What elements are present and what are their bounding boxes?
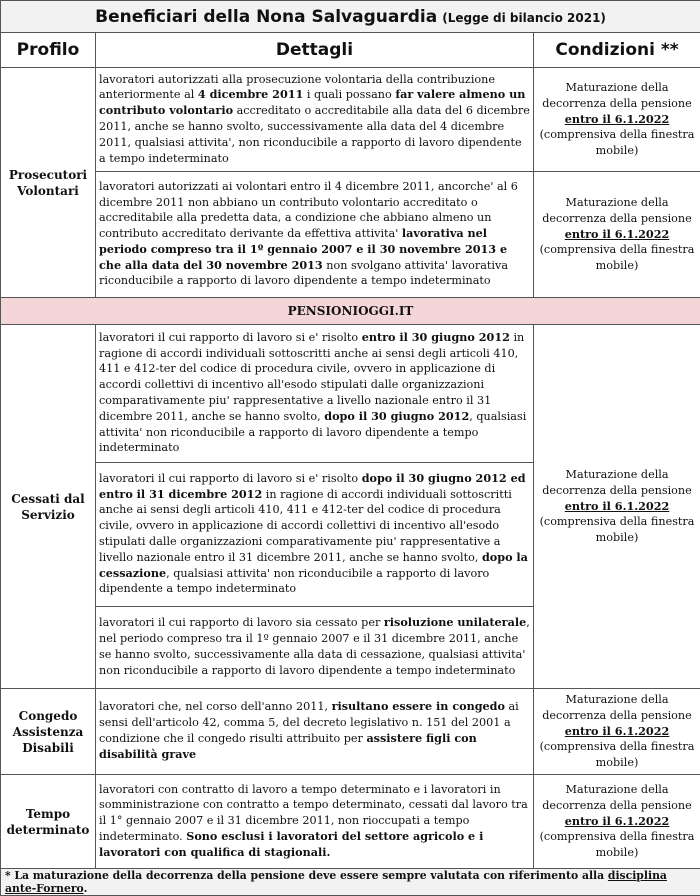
details-cessati-3: lavoratori il cui rapporto di lavoro sia cessato per risoluzione unilaterale, nel periodo compreso tra il 1º gennaio 2007 e il 31 dicembre 2011, anche se hanno svolto, successivamente alla data di cessazione, qualsiasi attivita' non riconducibile a rapporto di lavoro dipendente a tempo indeterminato (96, 607, 534, 689)
header-condizioni: Condizioni ** (534, 33, 700, 68)
profile-tempo: Tempo determinato (1, 775, 96, 869)
details-tempo: lavoratori con contratto di lavoro a tempo determinato e i lavoratori in somministrazione con contratto a tempo determinato, cessati dal lavoro tra il 1° gennaio 2007 e il 31 dicembre 2011, non rioccupati a tempo indeterminato. Sono esclusi i lavoratori del settore agricolo e i lavoratori con qualifica di stagionali. (96, 775, 534, 869)
footnote-link[interactable]: disciplina ante-Fornero (5, 869, 667, 895)
footnote: * La maturazione della decorrenza della pensione deve essere sempre valutata con riferimento alla disciplina ante-Fornero. (1, 869, 700, 896)
table-title (1, 1, 700, 33)
table-row (1, 775, 700, 869)
title-row (1, 1, 700, 33)
condition-cell: Maturazione della decorrenza della pensione entro il 6.1.2022 (comprensiva della finestra mobile) (534, 689, 700, 775)
details-prosecutori-2: lavoratori autorizzati ai volontari entro il 4 dicembre 2011, ancorche' al 6 dicembre 2011 non abbiano un contributo volontario accreditato o accreditabile alla predetta data, a condizione che abbiano almeno un contributo accreditato derivante da effettiva attivita' lavorativa nel periodo compreso tra il 1º gennaio 2007 e il 30 novembre 2013 e che alla data del 30 novembre 2013 non svolgano attivita' lavorativa riconducibile a rapporto di lavoro dipendente a tempo indeterminato (96, 172, 534, 298)
details-cessati-1: lavoratori il cui rapporto di lavoro si e' risolto entro il 30 giugno 2012 in ragione di accordi individuali sottoscritti anche ai sensi degli articoli 410, 411 e 412-ter del codice di procedura civile, ovvero in applicazione di accordi collettivi di incentivo all'esodo stipulati dalle organizzazioni comparativamente piu' rappresentative a livello nazionale entro il 31 dicembre 2011, anche se hanno svolto, dopo il 30 giugno 2012, qualsiasi attivita' non riconducibile a rapporto di lavoro dipendente a tempo indeterminato (96, 325, 534, 463)
details-prosecutori-1: lavoratori autorizzati alla prosecuzione volontaria della contribuzione anteriormente al 4 dicembre 2011 i quali possano far valere almeno un contributo volontario accreditato o accreditabile alla data del 6 dicembre 2011, anche se hanno svolto, successivamente alla data del 4 dicembre 2011, qualsiasi attivita', non riconducibile a rapporto di lavoro dipendente a tempo indeterminato (96, 68, 534, 172)
condition-cell: Maturazione della decorrenza della pensione entro il 6.1.2022 (comprensiva della finestra mobile) (534, 68, 700, 172)
header-row (1, 33, 700, 68)
profile-congedo: Congedo Assistenza Disabili (1, 689, 96, 775)
title-main: Beneficiari della Nona Salvaguardia (95, 7, 437, 27)
condition-cell: Maturazione della decorrenza della pensione entro il 6.1.2022 (comprensiva della finestra mobile) (534, 172, 700, 298)
details-congedo: lavoratori che, nel corso dell'anno 2011, risultano essere in congedo ai sensi dell'articolo 42, comma 5, del decreto legislativo n. 151 del 2001 a condizione che il congedo risulti attribuito per assistere figli con disabilità grave (96, 689, 534, 775)
details-cessati-2: lavoratori il cui rapporto di lavoro si e' risolto dopo il 30 giugno 2012 ed entro il 31 dicembre 2012 in ragione di accordi individuali sottoscritti anche ai sensi degli articoli 410, 411 e 412-ter del codice di procedura civile, ovvero in applicazione di accordi collettivi di incentivo all'esodo stipulati dalle organizzazioni comparativamente piu' rappresentative a livello nazionale entro il 31 dicembre 2011, anche se hanno svolto, dopo la cessazione, qualsiasi attivita' non riconducibile a rapporto di lavoro dipendente a tempo indeterminato (96, 463, 534, 607)
table-row (1, 68, 700, 172)
condition-cell: Maturazione della decorrenza della pensione entro il 6.1.2022 (comprensiva della finestra mobile) (534, 325, 700, 689)
table-row (1, 689, 700, 775)
header-profilo: Profilo (1, 33, 96, 68)
table-row (1, 325, 700, 463)
watermark-banner: PENSIONIOGGI.IT (1, 298, 700, 325)
profile-cessati: Cessati dal Servizio (1, 325, 96, 689)
watermark-banner-row (1, 298, 700, 325)
profile-prosecutori: Prosecutori Volontari (1, 68, 96, 298)
table-row (1, 172, 700, 298)
condition-cell: Maturazione della decorrenza della pensione entro il 6.1.2022 (comprensiva della finestra mobile) (534, 775, 700, 869)
footnote-row (1, 869, 700, 896)
title-sub: (Legge di bilancio 2021) (442, 11, 606, 25)
header-dettagli: Dettagli (96, 33, 534, 68)
